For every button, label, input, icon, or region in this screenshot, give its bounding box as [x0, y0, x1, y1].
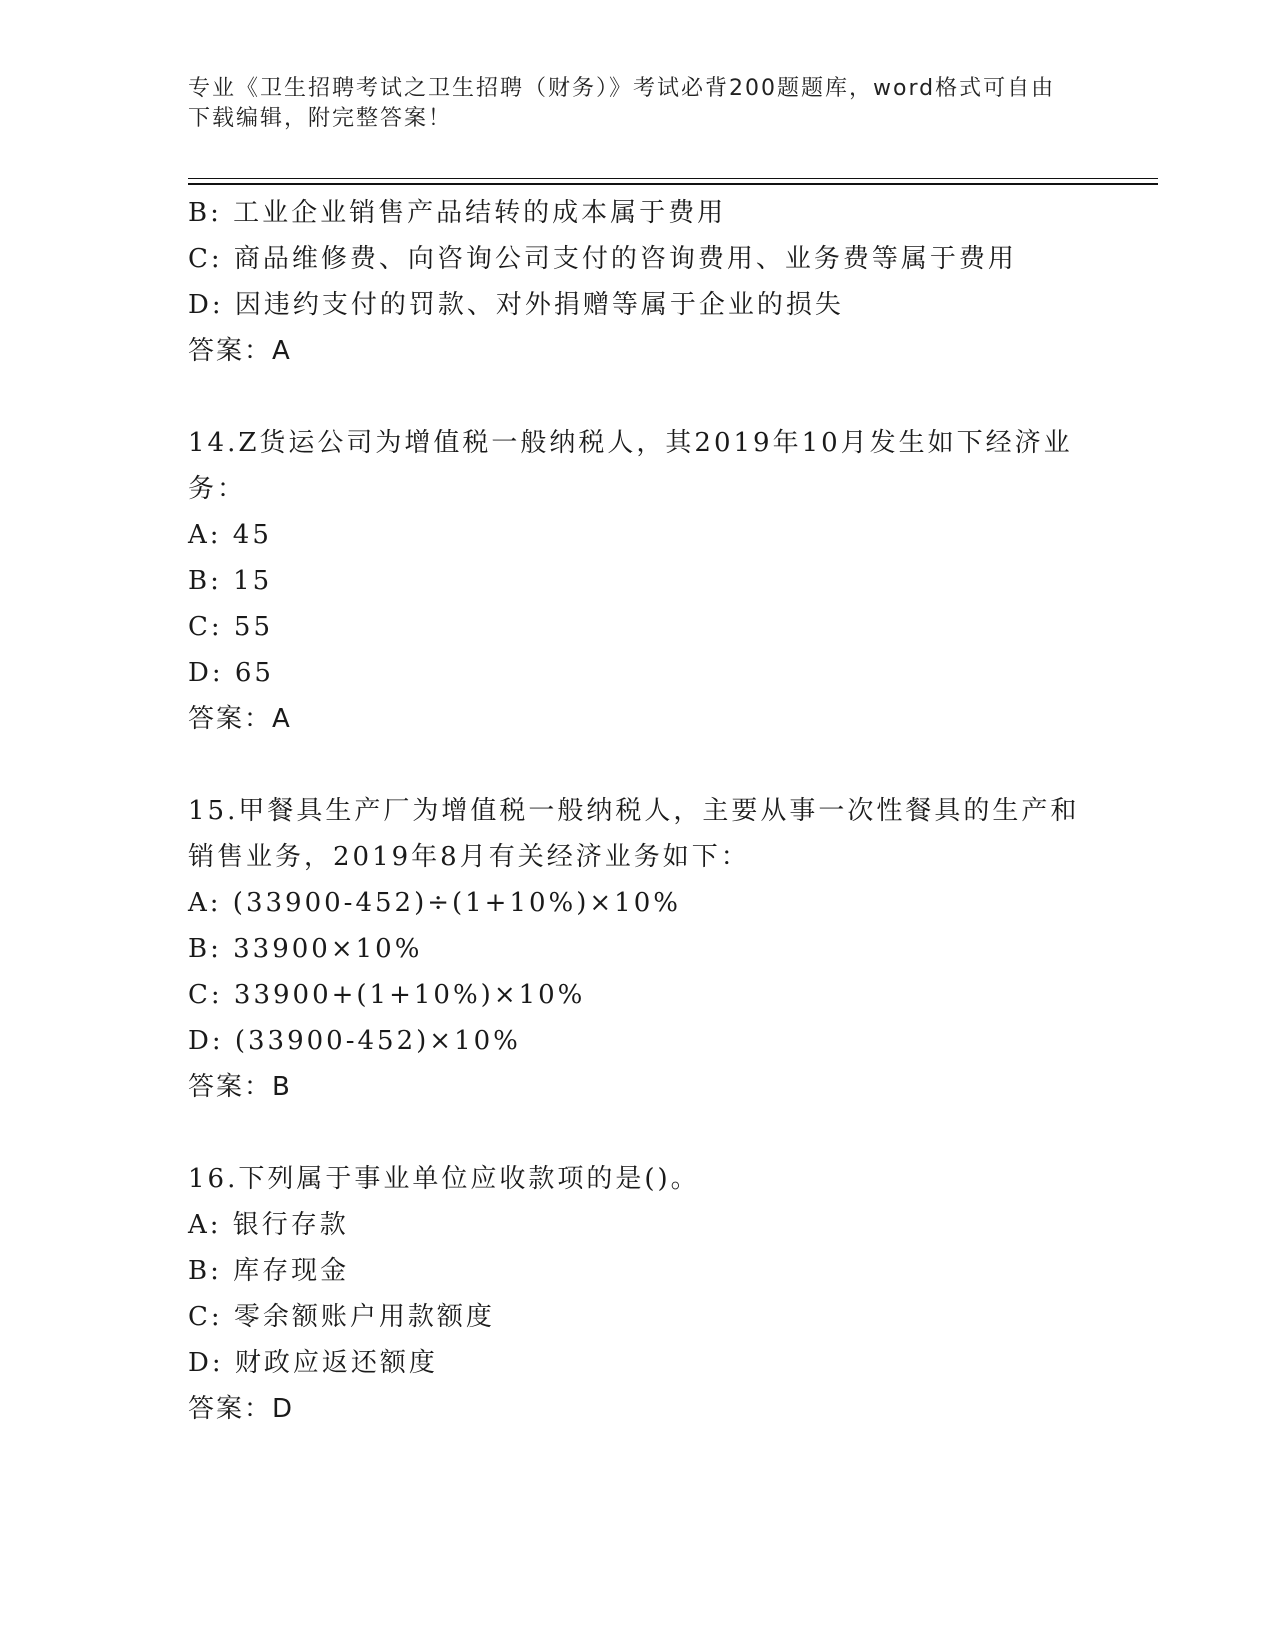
question-14: [188, 420, 1108, 742]
answer-line: 答案：A: [188, 336, 292, 366]
option-d: D: 65: [188, 658, 274, 688]
option-b: B: 库存现金: [188, 1256, 350, 1286]
question-15: [188, 788, 1108, 1110]
question-list: [188, 190, 1108, 1432]
option-d: D: (33900-452)×10%: [188, 1026, 521, 1056]
header-rule-thin: [188, 178, 1158, 179]
option-d: D: 财政应返还额度: [188, 1348, 438, 1378]
option-b: B: 工业企业销售产品结转的成本属于费用: [188, 198, 727, 228]
option-c: C: 零余额账户用款额度: [188, 1302, 495, 1332]
option-a: A: 银行存款: [188, 1210, 349, 1240]
option-c: C: 33900+(1+10%)×10%: [188, 980, 586, 1010]
option-d: D: 因违约支付的罚款、对外捐赠等属于企业的损失: [188, 290, 844, 320]
spacer: [188, 374, 1108, 420]
spacer: [188, 742, 1108, 788]
question-13-tail: [188, 190, 1108, 374]
answer-line: 答案：A: [188, 704, 292, 734]
document-header: 专业《卫生招聘考试之卫生招聘（财务）》考试必背200题题库，word格式可自由下载编辑，附完整答案！: [188, 76, 1056, 131]
option-b: B: 33900×10%: [188, 934, 423, 964]
option-b: B: 15: [188, 566, 273, 596]
spacer: [188, 1110, 1108, 1156]
option-c: C: 商品维修费、向咨询公司支付的咨询费用、业务费等属于费用: [188, 244, 1017, 274]
option-a: A: (33900-452)÷(1+10%)×10%: [188, 888, 681, 918]
answer-line: 答案：D: [188, 1394, 295, 1424]
question-stem: 16.下列属于事业单位应收款项的是()。: [188, 1164, 700, 1194]
question-stem: 14.Z货运公司为增值税一般纳税人，其2019年10月发生如下经济业务：: [188, 428, 1073, 504]
option-c: C: 55: [188, 612, 274, 642]
question-stem: 15.甲餐具生产厂为增值税一般纳税人，主要从事一次性餐具的生产和销售业务，2019年8月有关经济业务如下：: [188, 796, 1080, 872]
option-a: A: 45: [188, 520, 272, 550]
question-16: [188, 1156, 1108, 1432]
answer-line: 答案：B: [188, 1072, 292, 1102]
header-rule-thick: [188, 183, 1158, 185]
